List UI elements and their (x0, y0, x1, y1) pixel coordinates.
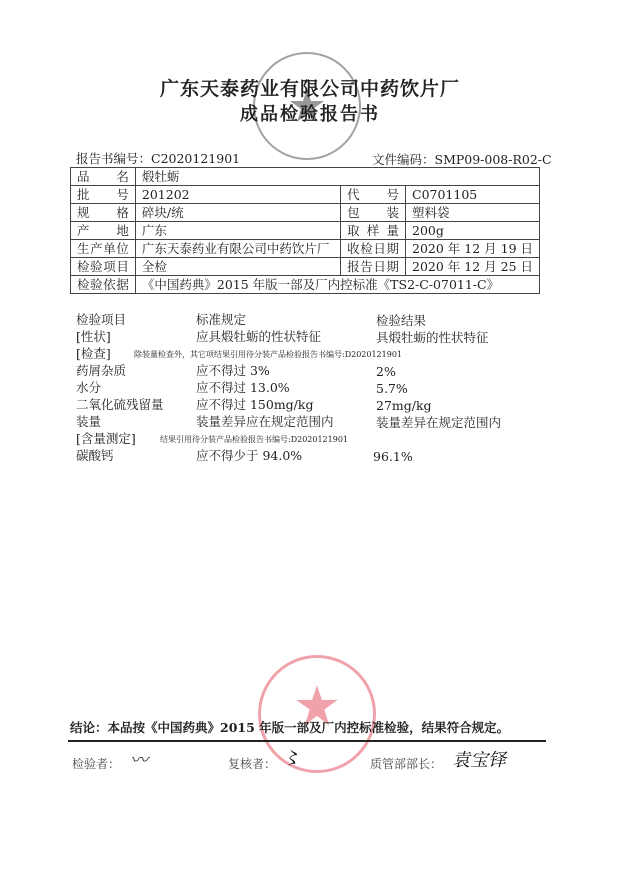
origin: 广东 (135, 222, 340, 240)
sample-amount: 200g (406, 222, 540, 240)
row-item: 二氧化硫残留量 (76, 397, 164, 412)
header-result: 检验结果 (376, 313, 427, 328)
report-date: 2020 年 12 月 25 日 (406, 258, 540, 276)
company-title: 广东天泰药业有限公司中药饮片厂 (159, 78, 460, 100)
document-title: 成品检验报告书 (240, 104, 380, 125)
label: 品 名 (71, 168, 136, 186)
check-note: 除装量检查外，其它项结果引用待分装产品检验报告书编号:D2020121901 (134, 350, 403, 359)
character-result: 具煅牡蛎的性状特征 (376, 330, 489, 345)
row-standard: 应不得过 150mg/kg (196, 397, 314, 412)
producer: 广东天泰药业有限公司中药饮片厂 (135, 240, 340, 258)
label: 检验项目 (71, 258, 136, 276)
label: 收检日期 (341, 240, 406, 258)
header-standard: 标准规定 (196, 312, 247, 327)
assay-label: [含量测定] (76, 431, 136, 446)
row-standard: 装量差异应在规定范围内 (196, 414, 334, 429)
product-info-table (70, 167, 540, 294)
qa-head-signature: 袁宝铎 (452, 750, 506, 771)
reviewer-signature: 〻 (282, 748, 300, 769)
assay-item: 碳酸钙 (76, 448, 114, 463)
product-name: 煅牡蛎 (135, 168, 539, 186)
file-code: 文件编码：SMP09-008-R02-C (372, 152, 552, 167)
row-item: 药屑杂质 (76, 363, 127, 378)
assay-standard: 应不得少于 94.0% (196, 448, 303, 463)
reviewer-label: 复核者： (228, 757, 277, 771)
label: 检验依据 (71, 276, 136, 294)
row-item: 装量 (76, 414, 102, 429)
row-standard: 应不得过 13.0% (196, 380, 290, 395)
specification: 碎块/统 (135, 204, 340, 222)
assay-note: 结果引用待分装产品检验报告书编号:D2020121901 (160, 435, 349, 444)
report-number: 报告书编号：C2020121901 (76, 151, 241, 166)
assay-result: 96.1% (373, 449, 413, 464)
label: 产 地 (71, 222, 136, 240)
quality-dept-stamp (258, 655, 376, 773)
header-item: 检验项目 (76, 312, 127, 327)
qa-head-label: 质管部部长： (370, 757, 443, 771)
character-item: [性状] (76, 329, 111, 344)
label: 包 装 (341, 204, 406, 222)
inspector-label: 检验者： (72, 757, 121, 771)
character-standard: 应具煅牡蛎的性状特征 (196, 329, 322, 344)
inspection-basis: 《中国药典》2015 年版一部及厂内控标准《TS2-C-07011-C》 (135, 276, 539, 294)
inspection-item: 全检 (135, 258, 340, 276)
row-standard: 应不得过 3% (196, 363, 270, 378)
row-item: 水分 (76, 380, 102, 395)
inspector-signature: 〰 (130, 750, 148, 771)
batch-number: 201202 (135, 186, 340, 204)
label: 规 格 (71, 204, 136, 222)
label: 生产单位 (71, 240, 136, 258)
row-result: 27mg/kg (376, 398, 432, 413)
divider (68, 740, 546, 742)
label: 取样量 (341, 222, 406, 240)
label: 批 号 (71, 186, 136, 204)
row-result: 5.7% (376, 381, 408, 396)
row-result: 2% (376, 364, 396, 379)
label: 代 号 (341, 186, 406, 204)
package: 塑料袋 (406, 204, 540, 222)
check-label: [检查] (76, 346, 111, 361)
label: 报告日期 (341, 258, 406, 276)
received-date: 2020 年 12 月 19 日 (406, 240, 540, 258)
row-result: 装量差异在规定范围内 (376, 415, 502, 430)
conclusion: 结论：本品按《中国药典》2015 年版一部及厂内控标准检验，结果符合规定。 (70, 720, 510, 735)
product-code: C0701105 (406, 186, 540, 204)
